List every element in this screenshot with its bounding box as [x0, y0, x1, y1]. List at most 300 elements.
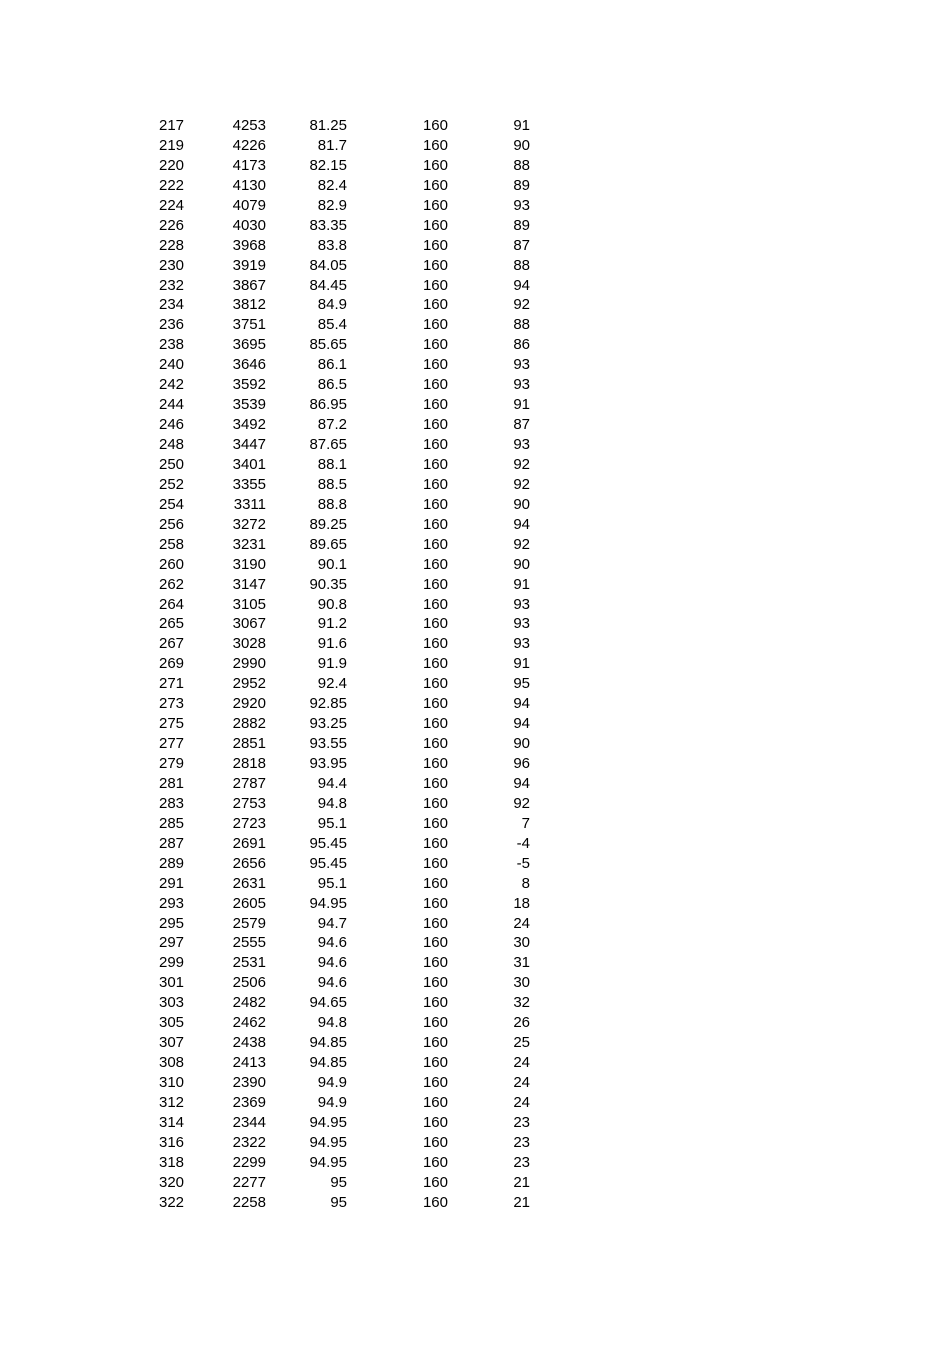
col-3-cell: 94.95: [309, 1153, 347, 1171]
col-2-cell: 3067: [232, 615, 266, 633]
col-1-cell: 269: [159, 655, 185, 673]
col-3-cell: 89.65: [309, 535, 347, 553]
col-1-cell: 265: [159, 615, 185, 633]
col-3-cell: 94.95: [309, 1133, 347, 1151]
col-4-cell: 160: [422, 256, 448, 274]
left-margin-cell: [0, 435, 159, 455]
col-4-cell: 160: [422, 136, 448, 154]
col-5-cell: 93: [513, 196, 530, 214]
col-4-cell: 160: [422, 176, 448, 194]
col-5-cell: 23: [513, 1153, 530, 1171]
left-margin-cell: [0, 136, 159, 156]
col-1-cell: 305: [159, 1014, 185, 1032]
table-row: [0, 993, 530, 1013]
col-5-cell: 95: [513, 675, 530, 693]
col-5-cell: 86: [513, 336, 530, 354]
table-row: [0, 535, 530, 555]
col-5-cell: 91: [513, 396, 530, 414]
table-row: [0, 256, 530, 276]
table-row: [0, 874, 530, 894]
col-2-cell: 4173: [232, 156, 266, 174]
col-4-cell: 160: [422, 834, 448, 852]
left-margin-cell: [0, 654, 159, 674]
left-margin-cell: [0, 694, 159, 714]
left-margin-cell: [0, 714, 159, 734]
col-4-cell: 160: [422, 356, 448, 374]
left-margin-cell: [0, 914, 159, 934]
col-3-cell: 94.9: [317, 1093, 347, 1111]
col-4-cell: 160: [422, 794, 448, 812]
col-1-cell: 285: [159, 814, 185, 832]
col-5-cell: 92: [513, 794, 530, 812]
col-3-cell: 94.8: [317, 794, 347, 812]
left-margin-cell: [0, 1153, 159, 1173]
col-5-cell: 23: [513, 1133, 530, 1151]
col-1-cell: 236: [159, 316, 185, 334]
col-5-cell: 21: [513, 1193, 530, 1211]
col-1-cell: 303: [159, 994, 185, 1012]
col-4-cell: 160: [422, 1133, 448, 1151]
col-4-cell: 160: [422, 1113, 448, 1131]
table-row: [0, 1153, 530, 1173]
left-margin-cell: [0, 256, 159, 276]
col-3-cell: 94.8: [317, 1014, 347, 1032]
col-3-cell: 85.4: [317, 316, 347, 334]
table-row: [0, 395, 530, 415]
col-5-cell: -4: [516, 834, 530, 852]
col-2-cell: 3919: [232, 256, 266, 274]
left-margin-cell: [0, 1093, 159, 1113]
col-2-cell: 3028: [232, 635, 266, 653]
col-1-cell: 219: [159, 136, 185, 154]
col-3-cell: 92.85: [309, 695, 347, 713]
col-2-cell: 3355: [232, 475, 266, 493]
col-2-cell: 2882: [232, 715, 266, 733]
col-3-cell: 94.65: [309, 994, 347, 1012]
col-3-cell: 88.1: [317, 455, 347, 473]
col-3-cell: 90.35: [309, 575, 347, 593]
table-row: [0, 595, 530, 615]
col-3-cell: 93.55: [309, 735, 347, 753]
col-3-cell: 94.85: [309, 1034, 347, 1052]
table-row: [0, 435, 530, 455]
col-4-cell: 160: [422, 1014, 448, 1032]
left-margin-cell: [0, 674, 159, 694]
left-margin-cell: [0, 854, 159, 874]
col-1-cell: 320: [159, 1173, 185, 1191]
table-row: [0, 1073, 530, 1093]
col-1-cell: 308: [159, 1054, 185, 1072]
col-3-cell: 95.45: [309, 854, 347, 872]
col-1-cell: 246: [159, 416, 185, 434]
col-5-cell: 94: [513, 276, 530, 294]
table-row: [0, 455, 530, 475]
col-3-cell: 95.1: [317, 874, 347, 892]
left-margin-cell: [0, 455, 159, 475]
col-2-cell: 2851: [232, 735, 266, 753]
col-5-cell: 94: [513, 515, 530, 533]
col-2-cell: 3272: [232, 515, 266, 533]
left-margin-cell: [0, 495, 159, 515]
col-3-cell: 94.6: [317, 954, 347, 972]
col-1-cell: 220: [159, 156, 185, 174]
col-5-cell: 91: [513, 575, 530, 593]
left-margin-cell: [0, 295, 159, 315]
left-margin-cell: [0, 236, 159, 256]
col-2-cell: 3812: [232, 296, 266, 314]
col-5-cell: 90: [513, 555, 530, 573]
table-row: [0, 734, 530, 754]
col-1-cell: 299: [159, 954, 185, 972]
table-row: [0, 714, 530, 734]
col-3-cell: 94.6: [317, 934, 347, 952]
col-5-cell: 25: [513, 1034, 530, 1052]
table-row: [0, 1173, 530, 1193]
table-row: [0, 236, 530, 256]
left-margin-cell: [0, 375, 159, 395]
table-row: [0, 555, 530, 575]
col-4-cell: 160: [422, 396, 448, 414]
col-2-cell: 4030: [232, 216, 266, 234]
col-5-cell: -5: [516, 854, 530, 872]
col-3-cell: 82.9: [317, 196, 347, 214]
col-5-cell: 18: [513, 894, 530, 912]
left-margin-cell: [0, 894, 159, 914]
col-3-cell: 94.9: [317, 1074, 347, 1091]
col-3-cell: 94.6: [317, 974, 347, 992]
col-3-cell: 92.4: [317, 675, 347, 693]
col-2-cell: 2952: [232, 675, 266, 693]
table-row: [0, 1033, 530, 1053]
left-margin-cell: [0, 794, 159, 814]
col-3-cell: 95.1: [317, 814, 347, 832]
table-row: [0, 694, 530, 714]
col-1-cell: 287: [159, 834, 185, 852]
col-2-cell: 3539: [232, 396, 266, 414]
left-margin-cell: [0, 395, 159, 415]
col-5-cell: 93: [513, 615, 530, 633]
col-1-cell: 281: [159, 774, 185, 792]
table-row: [0, 794, 530, 814]
col-2-cell: 2605: [232, 894, 266, 912]
col-1-cell: 322: [159, 1193, 185, 1211]
col-5-cell: 89: [513, 216, 530, 234]
col-2-cell: 2753: [232, 794, 266, 812]
col-2-cell: 2438: [232, 1034, 266, 1052]
col-5-cell: 26: [513, 1014, 530, 1032]
left-margin-cell: [0, 335, 159, 355]
col-3-cell: 86.95: [309, 396, 347, 414]
col-3-cell: 83.8: [317, 236, 347, 254]
col-1-cell: 232: [159, 276, 185, 294]
col-5-cell: 31: [513, 954, 530, 972]
col-1-cell: 264: [159, 595, 185, 613]
col-5-cell: 94: [513, 774, 530, 792]
col-4-cell: 160: [422, 1054, 448, 1072]
col-1-cell: 314: [159, 1113, 185, 1131]
col-3-cell: 94.4: [317, 774, 347, 792]
col-3-cell: 87.65: [309, 436, 347, 453]
col-1-cell: 307: [159, 1034, 185, 1052]
left-margin-cell: [0, 1053, 159, 1073]
col-5-cell: 24: [513, 1074, 530, 1091]
col-1-cell: 277: [159, 735, 185, 753]
col-3-cell: 81.7: [317, 136, 347, 154]
col-4-cell: 160: [422, 675, 448, 693]
col-4-cell: 160: [422, 436, 448, 453]
col-3-cell: 83.35: [309, 216, 347, 234]
col-2-cell: 2579: [232, 914, 266, 932]
col-5-cell: 92: [513, 296, 530, 314]
col-4-cell: 160: [422, 1034, 448, 1052]
col-4-cell: 160: [422, 156, 448, 174]
col-1-cell: 262: [159, 575, 185, 593]
col-2-cell: 2990: [232, 655, 266, 673]
col-5-cell: 91: [513, 117, 530, 134]
col-5-cell: 87: [513, 236, 530, 254]
left-margin-cell: [0, 993, 159, 1013]
col-4-cell: 160: [422, 276, 448, 294]
col-3-cell: 81.25: [309, 117, 347, 134]
col-2-cell: 3492: [232, 416, 266, 434]
col-3-cell: 93.25: [309, 715, 347, 733]
col-5-cell: 88: [513, 316, 530, 334]
col-1-cell: 318: [159, 1153, 185, 1171]
table-row: [0, 475, 530, 495]
col-1-cell: 240: [159, 356, 185, 374]
col-4-cell: 160: [422, 814, 448, 832]
left-margin-cell: [0, 1133, 159, 1153]
left-margin-cell: [0, 176, 159, 196]
col-3-cell: 86.1: [317, 356, 347, 374]
col-2-cell: 2322: [232, 1133, 266, 1151]
col-2-cell: 3105: [232, 595, 266, 613]
col-5-cell: 90: [513, 735, 530, 753]
col-1-cell: 242: [159, 376, 185, 394]
col-5-cell: 8: [521, 874, 530, 892]
left-margin-cell: [0, 1193, 159, 1213]
col-3-cell: 94.85: [309, 1054, 347, 1072]
left-margin-cell: [0, 814, 159, 834]
col-3-cell: 91.9: [317, 655, 347, 673]
col-5-cell: 94: [513, 715, 530, 733]
col-4-cell: 160: [422, 1153, 448, 1171]
col-3-cell: 87.2: [317, 416, 347, 434]
table-row: [0, 854, 530, 874]
col-2-cell: 2482: [232, 994, 266, 1012]
col-1-cell: 293: [159, 894, 185, 912]
col-1-cell: 316: [159, 1133, 185, 1151]
col-4-cell: 160: [422, 515, 448, 533]
col-2-cell: 2818: [232, 755, 266, 772]
col-4-cell: 160: [422, 934, 448, 952]
col-1-cell: 310: [159, 1074, 185, 1091]
col-4-cell: 160: [422, 615, 448, 633]
col-2-cell: 2390: [232, 1074, 266, 1091]
col-4-cell: 160: [422, 575, 448, 593]
col-1-cell: 230: [159, 256, 185, 274]
left-margin-cell: [0, 774, 159, 794]
table-row: [0, 1013, 530, 1033]
col-1-cell: 279: [159, 755, 185, 772]
table-row: [0, 834, 530, 854]
col-2-cell: 2631: [232, 874, 266, 892]
left-margin-cell: [0, 315, 159, 335]
col-4-cell: 160: [422, 236, 448, 254]
col-2-cell: 3751: [232, 316, 266, 334]
col-2-cell: 2299: [232, 1153, 266, 1171]
table-row: [0, 654, 530, 674]
left-margin-cell: [0, 614, 159, 634]
col-5-cell: 23: [513, 1113, 530, 1131]
left-margin-cell: [0, 834, 159, 854]
left-margin-cell: [0, 535, 159, 555]
col-2-cell: 2920: [232, 695, 266, 713]
left-margin-cell: [0, 156, 159, 176]
col-3-cell: 94.95: [309, 1113, 347, 1131]
table-row: [0, 335, 530, 355]
table-row: [0, 774, 530, 794]
col-3-cell: 95.45: [309, 834, 347, 852]
col-2-cell: 3147: [232, 575, 266, 593]
col-4-cell: 160: [422, 894, 448, 912]
col-4-cell: 160: [422, 954, 448, 972]
col-2-cell: 2787: [232, 774, 266, 792]
col-3-cell: 90.1: [317, 555, 347, 573]
col-4-cell: 160: [422, 595, 448, 613]
col-2-cell: 4253: [232, 117, 266, 134]
table-row: [0, 973, 530, 993]
table-row: [0, 156, 530, 176]
col-5-cell: 93: [513, 635, 530, 653]
col-1-cell: 260: [159, 555, 185, 573]
table-row: [0, 495, 530, 515]
col-1-cell: 252: [159, 475, 185, 493]
col-1-cell: 295: [159, 914, 185, 932]
col-1-cell: 275: [159, 715, 185, 733]
col-4-cell: 160: [422, 495, 448, 513]
left-margin-cell: [0, 116, 159, 136]
col-5-cell: 24: [513, 1093, 530, 1111]
col-1-cell: 228: [159, 236, 185, 254]
left-margin-cell: [0, 515, 159, 535]
col-3-cell: 85.65: [309, 336, 347, 354]
table-row: [0, 295, 530, 315]
left-margin-cell: [0, 1013, 159, 1033]
col-1-cell: 312: [159, 1093, 185, 1111]
col-4-cell: 160: [422, 974, 448, 992]
col-1-cell: 248: [159, 436, 185, 453]
col-2-cell: 2462: [232, 1014, 266, 1032]
table-row: [0, 754, 530, 774]
col-5-cell: 90: [513, 136, 530, 154]
table-row: [0, 216, 530, 236]
col-4-cell: 160: [422, 655, 448, 673]
col-3-cell: 88.8: [317, 495, 347, 513]
col-1-cell: 297: [159, 934, 185, 952]
col-4-cell: 160: [422, 1093, 448, 1111]
left-margin-cell: [0, 575, 159, 595]
col-2-cell: 3695: [232, 336, 266, 354]
table-row: [0, 614, 530, 634]
col-3-cell: 95: [330, 1193, 347, 1211]
col-5-cell: 7: [521, 814, 530, 832]
col-4-cell: 160: [422, 854, 448, 872]
col-2-cell: 4079: [232, 196, 266, 214]
col-3-cell: 82.4: [317, 176, 347, 194]
col-4-cell: 160: [422, 1173, 448, 1191]
left-margin-cell: [0, 276, 159, 296]
col-4-cell: 160: [422, 774, 448, 792]
col-4-cell: 160: [422, 874, 448, 892]
col-4-cell: 160: [422, 1193, 448, 1211]
left-margin-cell: [0, 973, 159, 993]
table-row: [0, 515, 530, 535]
col-5-cell: 21: [513, 1173, 530, 1191]
col-2-cell: 3231: [232, 535, 266, 553]
col-1-cell: 234: [159, 296, 185, 314]
col-1-cell: 224: [159, 196, 185, 214]
col-4-cell: 160: [422, 755, 448, 772]
table-row: [0, 634, 530, 654]
table-row: [0, 1133, 530, 1153]
table-row: [0, 674, 530, 694]
col-4-cell: 160: [422, 376, 448, 394]
col-5-cell: 90: [513, 495, 530, 513]
col-1-cell: 222: [159, 176, 185, 194]
col-4-cell: 160: [422, 196, 448, 214]
col-5-cell: 87: [513, 416, 530, 434]
col-5-cell: 92: [513, 535, 530, 553]
table-row: [0, 575, 530, 595]
col-2-cell: 2555: [232, 934, 266, 952]
table-row: [0, 933, 530, 953]
table-row: [0, 1193, 530, 1213]
left-margin-cell: [0, 874, 159, 894]
left-margin-cell: [0, 634, 159, 654]
left-margin-cell: [0, 595, 159, 615]
left-margin-cell: [0, 1073, 159, 1093]
col-5-cell: 89: [513, 176, 530, 194]
col-4-cell: 160: [422, 455, 448, 473]
col-1-cell: 226: [159, 216, 185, 234]
left-margin-cell: [0, 1033, 159, 1053]
col-4-cell: 160: [422, 216, 448, 234]
left-margin-cell: [0, 216, 159, 236]
table-row: [0, 276, 530, 296]
left-margin-cell: [0, 754, 159, 774]
col-2-cell: 3401: [232, 455, 266, 473]
left-margin-cell: [0, 196, 159, 216]
col-4-cell: 160: [422, 695, 448, 713]
col-4-cell: 160: [422, 635, 448, 653]
left-margin-cell: [0, 555, 159, 575]
col-5-cell: 93: [513, 595, 530, 613]
col-3-cell: 94.95: [309, 894, 347, 912]
table-row: [0, 315, 530, 335]
table-row: [0, 415, 530, 435]
table-row: [0, 914, 530, 934]
col-3-cell: 93.95: [309, 755, 347, 772]
col-1-cell: 289: [159, 854, 185, 872]
table-row: [0, 355, 530, 375]
col-1-cell: 244: [159, 396, 185, 414]
col-5-cell: 93: [513, 436, 530, 453]
col-1-cell: 291: [159, 874, 185, 892]
col-3-cell: 82.15: [309, 156, 347, 174]
col-2-cell: 3592: [232, 376, 266, 394]
col-2-cell: 3968: [232, 236, 266, 254]
